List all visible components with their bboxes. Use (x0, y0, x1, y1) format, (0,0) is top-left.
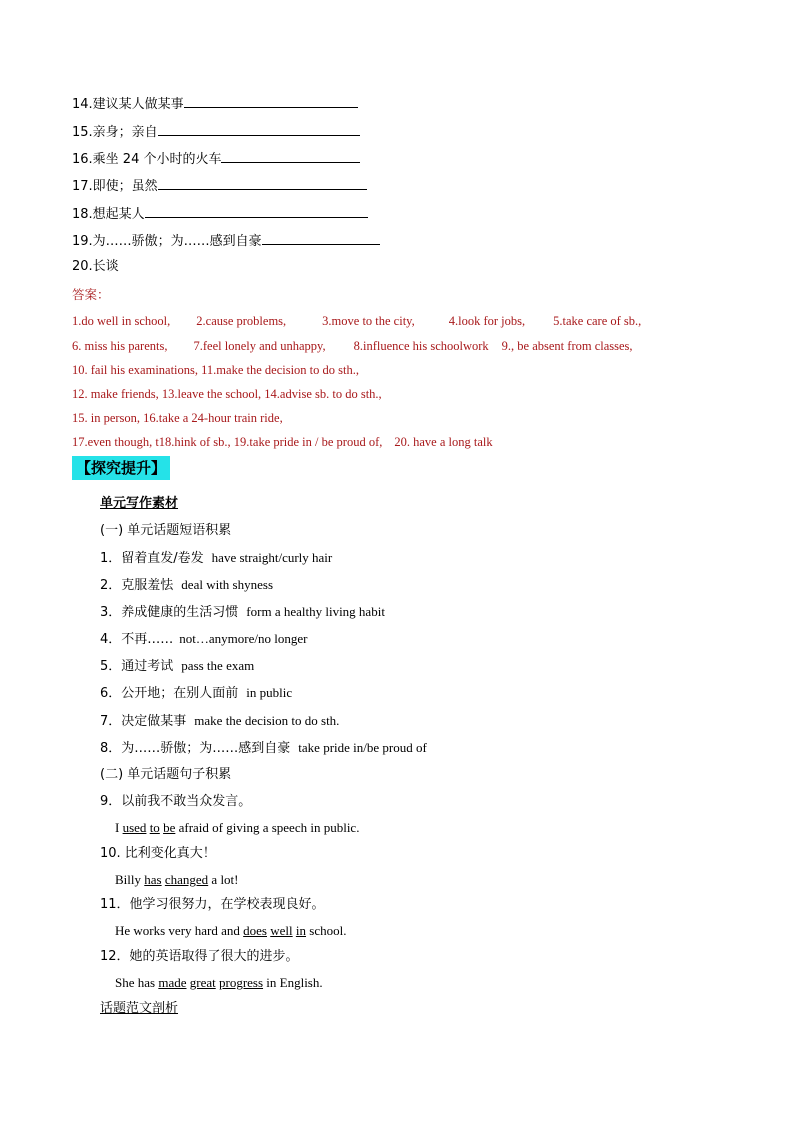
vocab-item (72, 232, 380, 250)
vocab-item (72, 259, 119, 275)
answers-row: 15. in person, 16.take a 24-hour train ride, (72, 411, 283, 425)
answer-blank[interactable] (158, 123, 360, 136)
key-word: to (149, 820, 160, 835)
sentence-chinese: 10. 比利变化真大！ (100, 846, 216, 861)
sentence-text: Billy (115, 872, 145, 887)
sentence-text: afraid of giving a speech in public. (175, 820, 360, 835)
key-word: changed (164, 872, 209, 887)
answer-text: 4.look for jobs, (448, 314, 526, 328)
answer-blank[interactable] (158, 177, 367, 190)
key-word: made (158, 975, 187, 990)
sentence-chinese: 9．以前我不敢当众发言。 (100, 794, 252, 809)
phrase-number: 6． (100, 686, 122, 701)
phrase-chinese: 不再…… (121, 632, 174, 647)
vocab-item (72, 95, 358, 113)
sentence-chinese: 11．他学习很努力，在学校表现良好。 (100, 897, 325, 912)
key-word: great (189, 975, 216, 990)
phrase-chinese: 留着直发/卷发 (121, 551, 204, 566)
phrase-number: 4． (100, 632, 122, 647)
answers-label: 答案： (72, 287, 110, 302)
answers-row (72, 434, 493, 450)
sentence-text: He works very hard and (115, 923, 244, 938)
answers-row (72, 338, 633, 354)
vocab-label: 15.亲身；亲自 (72, 125, 158, 140)
answer-blank[interactable] (221, 150, 360, 163)
phrase-english: in public (246, 685, 293, 700)
answers-row: 10. fail his examinations, 11.make the decision to do sth., (72, 363, 359, 377)
phrase-number: 2． (100, 578, 122, 593)
phrase-english: deal with shyness (181, 577, 274, 592)
sentence-chinese: 12．她的英语取得了很大的进步。 (100, 949, 299, 964)
phrase-number: 8． (100, 741, 122, 756)
answer-text: 7.feel lonely and unhappy, (193, 339, 326, 353)
part-title: (一) 单元话题短语积累 (100, 523, 232, 538)
phrase-chinese: 公开地；在别人面前 (121, 686, 239, 701)
phrase-item (100, 685, 292, 702)
sentence-text: school. (306, 923, 347, 938)
key-word: used (122, 820, 147, 835)
phrase-english: form a healthy living habit (246, 604, 385, 619)
sentence-text: a lot! (208, 872, 239, 887)
answers-row (72, 313, 641, 329)
phrase-item (100, 658, 254, 675)
answer-text: 17.even though, t18.hink of sb., 19.take pride in / be proud of, (72, 435, 383, 449)
phrase-number: 7． (100, 714, 122, 729)
phrase-item (100, 604, 385, 621)
closing-title: 话题范文剖析 (100, 1001, 179, 1016)
vocab-label: 19.为……骄傲；为……感到自豪 (72, 234, 262, 249)
phrase-chinese: 为……骄傲；为……感到自豪 (121, 741, 291, 756)
answer-blank[interactable] (145, 205, 368, 218)
phrase-number: 1． (100, 551, 122, 566)
vocab-item (72, 177, 367, 195)
phrase-english: have straight/curly hair (211, 550, 333, 565)
answer-text: 20. have a long talk (394, 435, 493, 449)
sentence-english (115, 975, 323, 991)
phrase-item (100, 631, 307, 648)
part-title: (二) 单元话题句子积累 (100, 767, 232, 782)
answer-text: 5.take care of sb., (553, 314, 642, 328)
sentence-text: in English. (263, 975, 323, 990)
sentence-english (115, 872, 239, 888)
key-word: well (270, 923, 293, 938)
phrase-item (100, 577, 273, 594)
vocab-item (72, 123, 360, 141)
sentence-english (115, 923, 346, 939)
phrase-english: make the decision to do sth. (194, 713, 340, 728)
answers-row: 12. make friends, 13.leave the school, 14.advise sb. to do sth., (72, 387, 382, 401)
sentence-english (115, 820, 359, 836)
phrase-number: 3． (100, 605, 122, 620)
vocab-label: 14.建议某人做某事 (72, 97, 184, 112)
answer-text: 6. miss his parents, (72, 339, 168, 353)
phrase-chinese: 克服羞怯 (121, 578, 174, 593)
phrase-item (100, 713, 339, 730)
phrase-chinese: 养成健康的生活习惯 (121, 605, 239, 620)
vocab-label: 16.乘坐 24 个小时的火车 (72, 152, 222, 167)
vocab-label: 17.即使；虽然 (72, 179, 158, 194)
sentence-text: I (115, 820, 123, 835)
sentence-text: She has (115, 975, 159, 990)
answer-text: 2.cause problems, (196, 314, 287, 328)
answer-blank[interactable] (262, 232, 380, 245)
answer-text: 1.do well in school, (72, 314, 171, 328)
section-subtitle: 单元写作素材 (100, 496, 179, 511)
phrase-english: take pride in/be proud of (298, 740, 427, 755)
answer-text: 8.influence his schoolwork (353, 339, 489, 353)
vocab-label: 18.想起某人 (72, 207, 145, 222)
phrase-chinese: 决定做某事 (121, 714, 187, 729)
phrase-number: 5． (100, 659, 122, 674)
vocab-label: 20.长谈 (72, 259, 119, 274)
phrase-chinese: 通过考试 (121, 659, 174, 674)
key-word: progress (218, 975, 264, 990)
key-word: in (295, 923, 307, 938)
answer-blank[interactable] (184, 95, 358, 108)
key-word: does (243, 923, 267, 938)
key-word: be (163, 820, 176, 835)
section-heading: 【探究提升】 (72, 456, 170, 480)
phrase-item (100, 550, 332, 567)
vocab-item (72, 205, 368, 223)
answer-text: 3.move to the city, (322, 314, 415, 328)
answer-text: 9., be absent from classes, (501, 339, 633, 353)
vocab-item (72, 150, 360, 168)
phrase-item (100, 740, 427, 757)
phrase-english: not…anymore/no longer (179, 631, 308, 646)
key-word: has (144, 872, 162, 887)
phrase-english: pass the exam (181, 658, 255, 673)
